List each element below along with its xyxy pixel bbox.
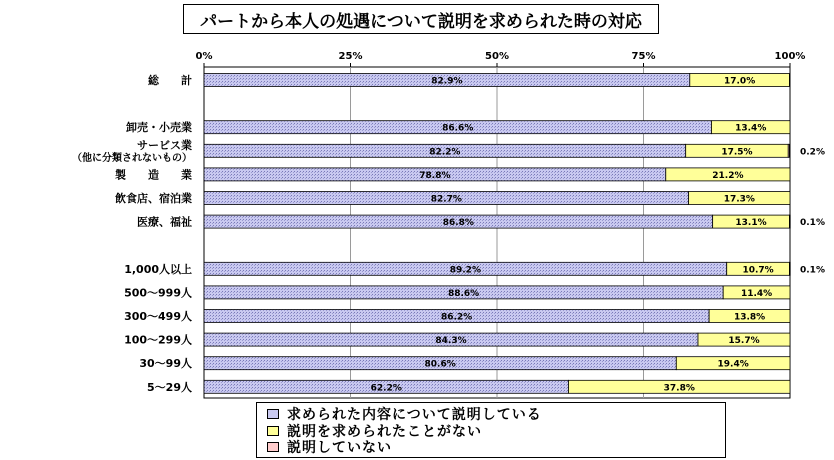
bar-segment: [789, 215, 790, 228]
legend-label: 説明を求められたことがない: [287, 423, 482, 440]
data-label: 17.5%: [721, 147, 753, 158]
category-label: 医療、福祉: [137, 215, 192, 229]
x-tick-label: 25%: [338, 51, 363, 62]
category-label: サービス業: [137, 138, 192, 152]
data-label: 13.8%: [733, 312, 766, 323]
category-label: 製 造 業: [115, 168, 192, 182]
legend: [256, 402, 726, 458]
chart-title: パートから本人の処遇について説明を求められた時の対応: [183, 4, 659, 34]
data-label: 21.2%: [712, 170, 744, 181]
data-label: 80.6%: [424, 359, 456, 370]
category-label: 30～99人: [139, 357, 192, 371]
data-label: 13.4%: [735, 123, 767, 134]
legend-label: 説明していない: [287, 440, 392, 457]
category-label: 500～999人: [124, 286, 192, 300]
legend-label: 求められた内容について説明している: [287, 407, 542, 424]
x-tick-label: 50%: [485, 51, 509, 62]
data-label: 17.0%: [723, 76, 756, 87]
data-label: 19.4%: [717, 359, 749, 370]
category-label: 総 計: [148, 74, 192, 87]
data-label: 15.7%: [728, 336, 760, 347]
category-label: 飲食店、宿泊業: [115, 192, 192, 205]
data-label: 11.4%: [740, 288, 773, 299]
data-label: 37.8%: [663, 383, 695, 394]
bar-segment: [788, 144, 789, 157]
category-label: （他に分類されないもの）: [72, 152, 192, 164]
data-label: 17.3%: [723, 194, 755, 205]
bar-segment: [789, 262, 790, 275]
data-label: 86.8%: [442, 218, 474, 229]
x-tick-label: 75%: [631, 51, 656, 62]
data-label: 89.2%: [449, 265, 481, 276]
data-label: 86.6%: [442, 123, 474, 134]
data-label: 13.1%: [735, 218, 767, 229]
x-tick-label: 0%: [195, 51, 213, 62]
category-label: 1,000人以上: [124, 262, 192, 276]
data-label: 84.3%: [435, 336, 467, 347]
data-label: 0.1%: [800, 218, 825, 229]
category-label: 卸売・小売業: [126, 121, 192, 135]
data-label: 88.6%: [447, 288, 480, 299]
category-label: 100～299人: [124, 333, 192, 347]
legend-swatch-explained: [267, 409, 279, 419]
data-label: 86.2%: [440, 312, 473, 323]
data-label: 82.9%: [431, 76, 463, 87]
data-label: 62.2%: [370, 383, 402, 394]
data-label: 82.2%: [429, 147, 461, 158]
data-label: 78.8%: [419, 170, 451, 181]
data-label: 10.7%: [742, 265, 774, 276]
x-tick-label: 100%: [774, 51, 806, 62]
category-label: 5～29人: [147, 380, 192, 394]
legend-swatch-never-asked: [267, 426, 279, 436]
data-label: 0.2%: [800, 147, 825, 158]
data-label: 82.7%: [430, 194, 462, 205]
category-label: 300～499人: [124, 310, 192, 323]
legend-swatch-not-explained: [267, 442, 279, 452]
plot-area: [72, 51, 825, 398]
data-label: 0.1%: [800, 265, 825, 276]
legend-item: [267, 439, 715, 456]
